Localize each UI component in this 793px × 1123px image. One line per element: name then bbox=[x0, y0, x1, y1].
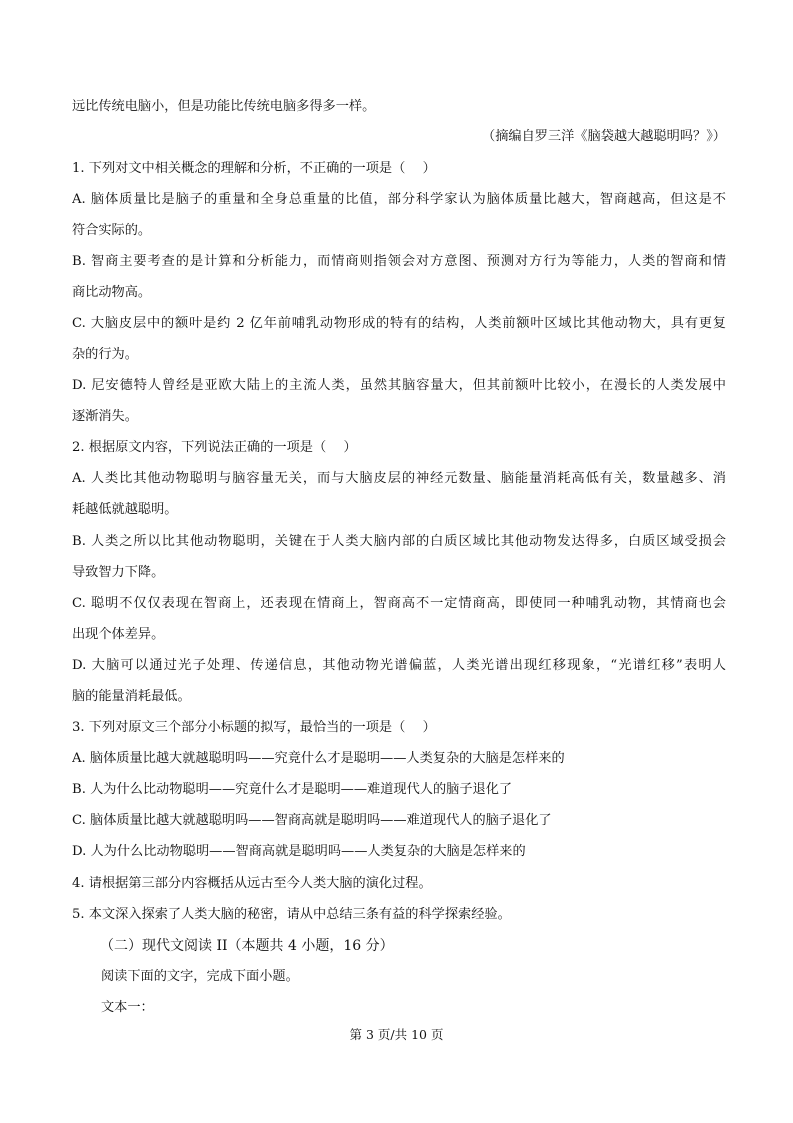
question-2: 2. 根据原文内容，下列说法正确的一项是（ ） bbox=[72, 440, 357, 455]
section-heading: （二）现代文阅读 II（本题共 4 小题，16 分） bbox=[100, 938, 394, 954]
option-2a-line-1: A. 人类比其他动物聪明与脑容量无关，而与大脑皮层的神经元数量、脑能量消耗高低有关，数量越多、消 bbox=[72, 471, 726, 486]
option-3c: C. 脑体质量比越大就越聪明吗——智商高就是聪明吗——难道现代人的脑子退化了 bbox=[72, 813, 552, 828]
option-2b-line-1: B. 人类之所以比其他动物聪明，关键在于人类大脑内部的白质区域比其他动物发达得多，白质区域受损会 bbox=[72, 534, 726, 549]
question-3: 3. 下列对原文三个部分小标题的拟写，最恰当的一项是（ ） bbox=[72, 720, 436, 735]
question-1: 1. 下列对文中相关概念的理解和分析，不正确的一项是（ ） bbox=[72, 161, 436, 176]
option-3b: B. 人为什么比动物聪明——究竟什么才是聪明——难道现代人的脑子退化了 bbox=[72, 782, 513, 797]
option-1d-line-1: D. 尼安德特人曾经是亚欧大陆上的主流人类，虽然其脑容量大，但其前额叶比较小，在漫长的人类发展中 bbox=[72, 378, 726, 393]
option-2a-line-2: 耗越低就越聪明。 bbox=[72, 502, 178, 517]
option-3d: D. 人为什么比动物聪明——智商高就是聪明吗——人类复杂的大脑是怎样来的 bbox=[72, 844, 526, 859]
text-one-label: 文本一： bbox=[101, 1000, 154, 1015]
question-4: 4. 请根据第三部分内容概括从远古至今人类大脑的演化过程。 bbox=[72, 876, 432, 891]
option-1b-line-1: B. 智商主要考查的是计算和分析能力，而情商则指领会对方意图、预测对方行为等能力，人类的智商和情 bbox=[72, 254, 726, 269]
citation-line: （摘编自罗三洋《脑袋越大越聪明吗？》） bbox=[482, 129, 726, 144]
option-2d-line-1: D. 大脑可以通过光子处理、传递信息，其他动物光谱偏蓝，人类光谱出现红移现象，“光谱红移”表明人 bbox=[72, 658, 726, 673]
option-2c-line-1: C. 聪明不仅仅表现在智商上，还表现在情商上，智商高不一定情商高，即使同一种哺乳动物，其情商也会 bbox=[72, 596, 726, 611]
option-1c-line-1: C. 大脑皮层中的额叶是约 2 亿年前哺乳动物形成的特有的结构，人类前额叶区域比其他动物大，具有更复 bbox=[72, 316, 726, 331]
option-2c-line-2: 出现个体差异。 bbox=[72, 627, 165, 642]
option-1b-line-2: 商比动物高。 bbox=[72, 285, 152, 300]
option-1d-line-2: 逐渐消失。 bbox=[72, 409, 138, 424]
option-2d-line-2: 脑的能量消耗最低。 bbox=[72, 689, 191, 704]
option-2b-line-2: 导致智力下降。 bbox=[72, 565, 165, 580]
reading-instruction: 阅读下面的文字，完成下面小题。 bbox=[101, 969, 299, 984]
page-number-footer: 第 3 页/共 10 页 bbox=[349, 1027, 444, 1042]
text-line: 远比传统电脑小，但是功能比传统电脑多得多一样。 bbox=[72, 99, 376, 114]
option-3a: A. 脑体质量比越大就越聪明吗——究竟什么才是聪明——人类复杂的大脑是怎样来的 bbox=[72, 751, 565, 766]
option-1c-line-2: 杂的行为。 bbox=[72, 347, 138, 362]
option-1a-line-2: 符合实际的。 bbox=[72, 223, 152, 238]
question-5: 5. 本文深入探索了人类大脑的秘密，请从中总结三条有益的科学探索经验。 bbox=[72, 907, 511, 922]
option-1a-line-1: A. 脑体质量比是脑子的重量和全身总重量的比值，部分科学家认为脑体质量比越大，智商越高，但这是不 bbox=[72, 192, 726, 207]
